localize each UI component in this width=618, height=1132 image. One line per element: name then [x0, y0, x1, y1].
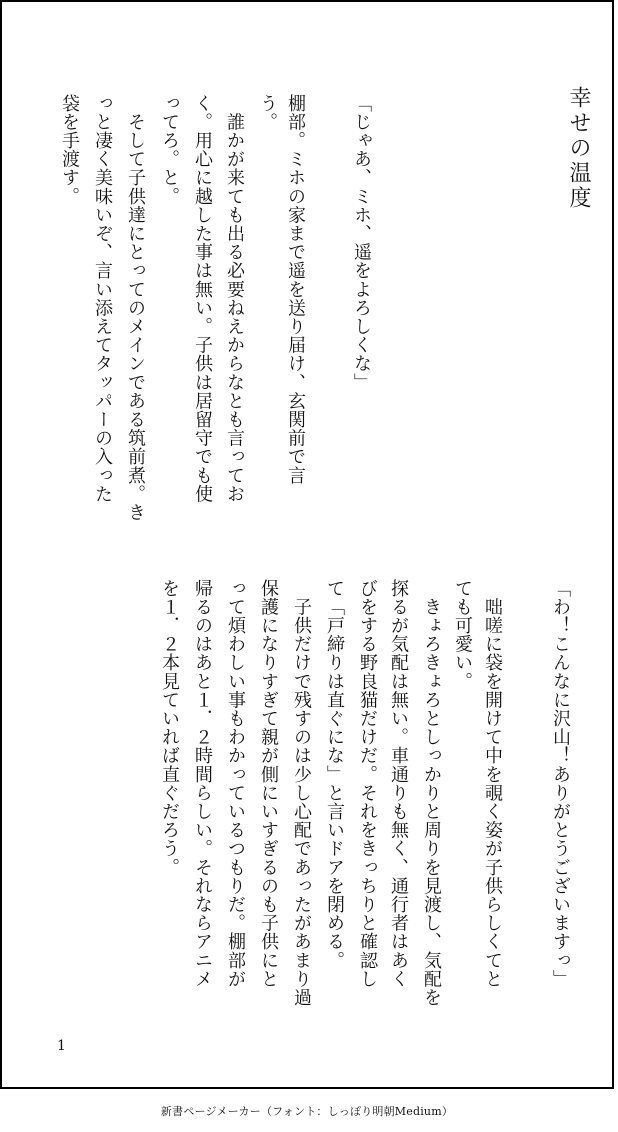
- upper-line-3: う。: [257, 94, 278, 132]
- page-title: 幸せの温度: [566, 86, 591, 211]
- upper-line-7: そして子供達にとってのメインである筑前煮。き: [125, 94, 146, 522]
- lower-line-2: 咄嗟に袋を開けて中を覗く姿が子供らしくてと: [482, 579, 503, 989]
- lower-line-5: 探るが気配は無い。車通りも無く、通行者はあく: [388, 579, 409, 989]
- lower-line-4: きょろきょろとしっかりと周りを見渡し、気配を: [421, 579, 442, 1007]
- lower-line-11: 帰るのはあと１．２時間らしい。それならアニメ: [192, 579, 213, 989]
- lower-line-10: って煩わしい事もわかっているつもりだ。棚部が: [225, 579, 246, 989]
- page-number: 1: [57, 1038, 66, 1054]
- upper-line-9: 袋を手渡す。: [59, 94, 80, 206]
- lower-line-3: ても可愛い。: [452, 579, 473, 691]
- lower-line-12: を１．２本見ていれば直ぐだろう。: [159, 579, 180, 877]
- lower-line-1: 「わ！こんなに沢山！ありがとうございますっ」: [550, 579, 571, 989]
- lower-line-7: て「戸締りは直ぐにな」と言いドアを閉める。: [324, 579, 345, 970]
- lower-line-6: びをする野良猫だけだ。それをきっちりと確認し: [357, 579, 378, 989]
- upper-line-5: く。用心に越した事は無い。子供は居留守でも使: [192, 94, 213, 504]
- upper-line-1: 「じゃあ、ミホ、遥をよろしくな」: [351, 94, 372, 392]
- lower-line-9: 保護になりすぎて親が側にいすぎるのも子供にと: [258, 579, 279, 989]
- upper-line-8: っと凄く美味いぞ、言い添えてタッパーの入った: [92, 94, 113, 504]
- footer-caption: 新書ページメーカー（フォント：しっぽり明朝Medium）: [160, 1105, 454, 1118]
- upper-line-4: 誰かが来ても出る必要ねえからなとも言ってお: [224, 94, 245, 504]
- upper-line-6: ってろ。と。: [159, 94, 180, 206]
- upper-line-2: 棚部。ミホの家まで遥を送り届け、玄関前で言: [285, 94, 306, 485]
- lower-line-8: 子供だけで残すのは少し心配であったがあまり過: [291, 579, 312, 1007]
